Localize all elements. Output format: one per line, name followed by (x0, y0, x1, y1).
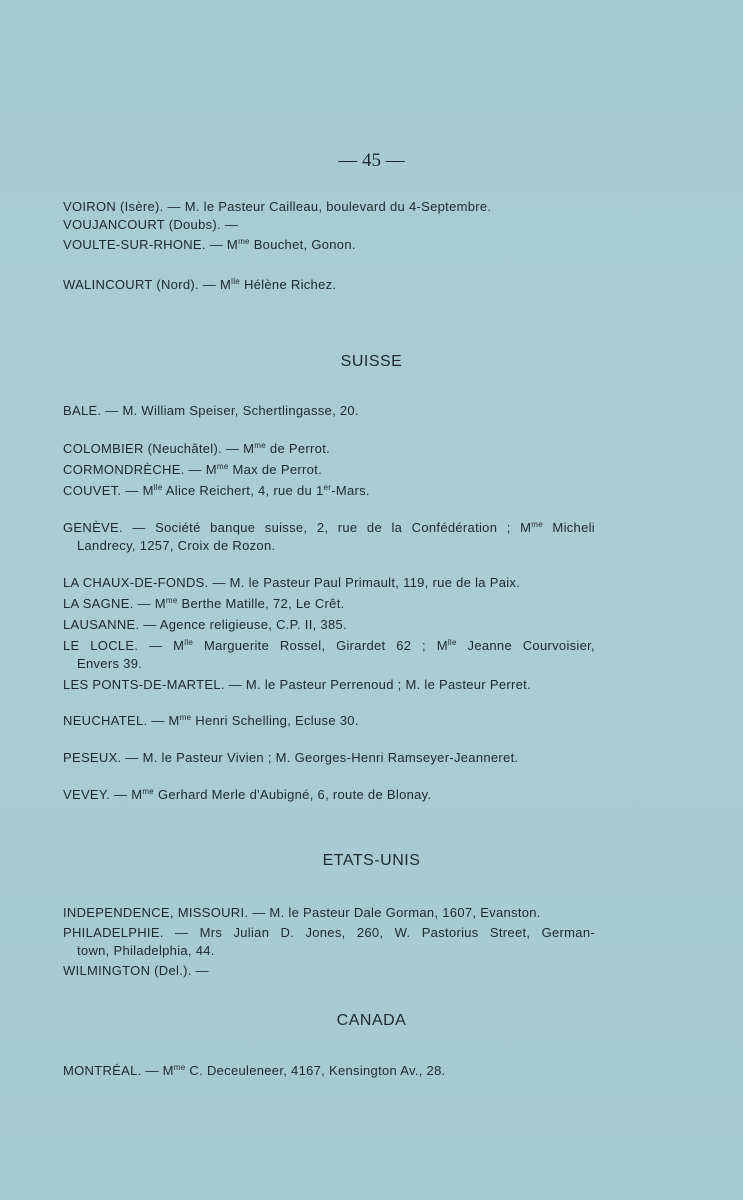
superscript: er (323, 483, 332, 492)
canada-entries (63, 1062, 595, 1080)
superscript: me (531, 520, 543, 529)
entry-walincourt-text: WALINCOURT (Nord). — M (63, 277, 232, 292)
superscript: me (165, 596, 178, 605)
suisse-entries-6 (63, 749, 595, 767)
superscript: me (216, 462, 229, 471)
suisse-entries-3 (63, 519, 595, 555)
entry-bale: BALE. — M. William Speiser, Schertlingasse, 20. (63, 403, 359, 418)
entry-la-sagne: LA SAGNE. — $M^{me}$ Berthe Matille, 72, Le Crêt. (63, 596, 345, 611)
section-heading-suisse: SUISSE (340, 353, 403, 370)
entry-voulte (63, 236, 595, 254)
superscript: me (179, 713, 192, 722)
entry-cormondreche: CORMONDRÈCHE. — $M^{me}$ Max de Perrot. (63, 462, 322, 477)
entry-geneve: GENÈVE. — Société banque suisse, 2, rue de la Confédération ; $M^{me}$ Micheli (63, 520, 595, 535)
entry-lausanne: LAUSANNE. — Agence religieuse, C.P. II, 385. (63, 617, 347, 632)
superscript: lle (447, 638, 457, 647)
section-heading-etats-unis: ETATS-UNIS (322, 852, 421, 869)
section-heading-canada: CANADA (336, 1012, 407, 1029)
entry-montreal: MONTRÉAL. — $M^{me}$ C. Deceuleneer, 4167, Kensington Av., 28. (63, 1063, 446, 1078)
entry-le-locle: LE LOCLE. — $M^{lle}$ Marguerite Rossel, Girardet 62 ; $M^{lle}$ Jeanne Courvoisier, (63, 638, 595, 653)
superscript: lle (231, 277, 241, 286)
superscript: me (254, 441, 267, 450)
superscript: lle (153, 483, 163, 492)
france-entries (63, 198, 595, 254)
entry-independence: INDEPENDENCE, MISSOURI. — M. le Pasteur Dale Gorman, 1607, Evanston. (63, 905, 541, 920)
etats-unis-entries (63, 904, 595, 980)
superscript: me (142, 787, 155, 796)
entry-walincourt-rest: Hélène Richez. (240, 277, 337, 292)
entry-peseux: PESEUX. — M. le Pasteur Vivien ; M. Georges-Henri Ramseyer-Jeanneret. (63, 750, 519, 765)
entry-vevey: VEVEY. — $M^{me}$ Gerhard Merle d'Aubigné, 6, route de Blonay. (63, 787, 432, 802)
walincourt-block (63, 276, 595, 294)
entry-voulte-rest: Bouchet, Gonon. (249, 237, 356, 252)
suisse-entries-4 (63, 574, 595, 694)
suisse-entries-5 (63, 712, 595, 730)
entry-colombier: COLOMBIER (Neuchâtel). — $M^{me}$ de Perrot. (63, 441, 331, 456)
entry-voulte-text: VOULTE-SUR-RHONE. — M (63, 237, 239, 252)
entry-le-locle-line2: Envers 39. (77, 656, 143, 671)
suisse-entries-7 (63, 786, 595, 804)
entry-ponts-de-martel: LES PONTS-DE-MARTEL. — M. le Pasteur Perrenoud ; M. le Pasteur Perret. (63, 677, 531, 692)
entry-voujancourt: VOUJANCOURT (Doubs). — (63, 217, 239, 232)
entry-wilmington: WILMINGTON (Del.). — (63, 963, 209, 978)
entry-philadelphie-line2: town, Philadelphia, 44. (77, 943, 215, 958)
entry-philadelphie: PHILADELPHIE. — Mrs Julian D. Jones, 260, W. Pastorius Street, German- (63, 925, 595, 940)
entry-walincourt (63, 276, 595, 294)
entry-voiron: VOIRON (Isère). — M. le Pasteur Cailleau, boulevard du 4-Septembre. (63, 199, 492, 214)
superscript: me (173, 1063, 186, 1072)
suisse-entries-1 (63, 402, 595, 420)
suisse-entries-2 (63, 440, 595, 500)
entry-neuchatel: NEUCHATEL. — $M^{me}$ Henri Schelling, Ecluse 30. (63, 713, 359, 728)
superscript: me (238, 237, 250, 246)
entry-couvet: COUVET. — $M^{lle}$ Alice Reichert, 4, rue du 1er-Mars. (63, 483, 370, 498)
superscript: lle (184, 638, 194, 647)
page-number: — 45 — (338, 150, 405, 171)
entry-chaux-de-fonds: LA CHAUX-DE-FONDS. — M. le Pasteur Paul Primault, 119, rue de la Paix. (63, 575, 521, 590)
entry-geneve-line2: Landrecy, 1257, Croix de Rozon. (77, 538, 276, 553)
